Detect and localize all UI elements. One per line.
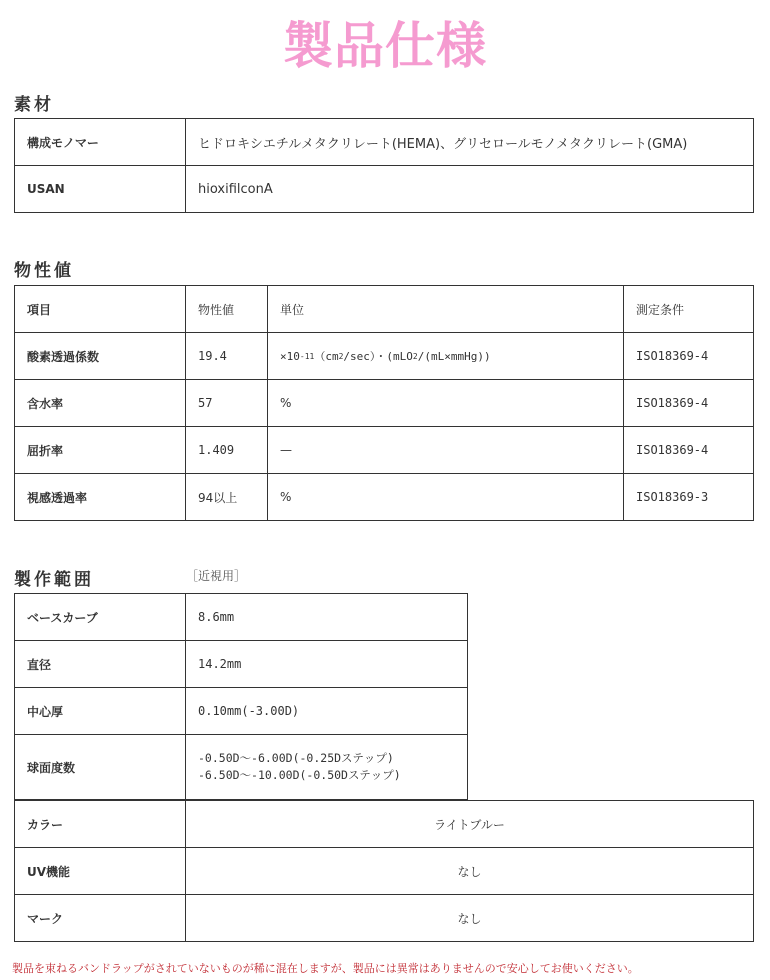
unit-text: /(mL×mmHg)) — [417, 349, 491, 363]
range-value: なし — [185, 895, 753, 941]
property-item: 酸素透過係数 — [27, 349, 100, 364]
range-label: ベースカーブ — [27, 610, 98, 625]
range-row — [14, 688, 468, 735]
unit-text: /sec）・(mLO — [343, 350, 413, 363]
range-label: カラー — [27, 817, 64, 832]
range-label: 直径 — [27, 657, 52, 672]
unit-text: ×10 — [280, 349, 300, 363]
materials-row-monomer — [14, 118, 754, 166]
properties-header-item: 項目 — [27, 302, 52, 317]
page-title: 製品仕様 — [283, 17, 487, 75]
properties-header-row — [14, 285, 754, 333]
property-condition: ISO18369-4 — [623, 380, 753, 426]
range-value: ライトブルー — [185, 801, 753, 847]
property-item: 含水率 — [27, 396, 64, 411]
unit-exponent: 2 — [338, 351, 344, 361]
materials-heading: 素材 — [14, 95, 54, 115]
range-row-wide — [14, 848, 754, 895]
properties-row — [14, 427, 754, 474]
unit-text: （cm — [314, 350, 339, 363]
range-value — [185, 735, 467, 799]
materials-label: 構成モノマー — [27, 135, 99, 150]
range-label: 球面度数 — [27, 760, 76, 775]
property-unit: % — [267, 474, 623, 520]
range-value: なし — [185, 848, 753, 894]
range-value-line: -6.50D～-10.00D(-0.50Dステップ) — [198, 768, 401, 782]
range-value-line: -0.50D～-6.00D(-0.25Dステップ) — [198, 751, 394, 765]
unit-subscript: 2 — [412, 351, 418, 361]
range-heading: 製作範囲 — [14, 570, 94, 590]
range-value: 0.10mm(-3.00D) — [185, 688, 467, 734]
range-row — [14, 641, 468, 688]
properties-row — [14, 333, 754, 380]
property-item: 視感透過率 — [27, 490, 88, 505]
range-label: マーク — [27, 911, 64, 926]
properties-heading: 物性値 — [14, 261, 74, 281]
range-value: 8.6mm — [185, 594, 467, 640]
property-unit: % — [267, 380, 623, 426]
footnote: 製品を束ねるバンドラップがされていないものが稀に混在しますが、製品には異常はありませんので安心してお使いください。 — [12, 962, 639, 975]
property-value: 94以上 — [185, 474, 267, 520]
properties-header-unit: 単位 — [267, 286, 623, 332]
property-value: 1.409 — [185, 427, 267, 473]
range-row-wide — [14, 895, 754, 942]
property-unit: — — [267, 427, 623, 473]
range-row — [14, 735, 468, 800]
range-row-wide — [14, 800, 754, 848]
properties-row — [14, 474, 754, 521]
unit-exponent: -11 — [299, 351, 315, 361]
property-condition: ISO18369-4 — [623, 427, 753, 473]
property-value: 19.4 — [185, 333, 267, 379]
materials-value: ヒドロキシエチルメタクリレート(HEMA)、グリセロールモノメタクリレート(GMA) — [185, 119, 753, 165]
range-value: 14.2mm — [185, 641, 467, 687]
range-note: ［近視用］ — [186, 569, 247, 583]
property-unit — [267, 333, 623, 379]
property-value: 57 — [185, 380, 267, 426]
materials-row-usan — [14, 166, 754, 213]
property-condition: ISO18369-3 — [623, 474, 753, 520]
properties-row — [14, 380, 754, 427]
range-row — [14, 593, 468, 641]
property-item: 屈折率 — [27, 443, 64, 458]
range-label: 中心厚 — [27, 704, 64, 719]
range-label: UV機能 — [27, 864, 71, 879]
properties-header-value: 物性値 — [185, 286, 267, 332]
properties-header-condition: 測定条件 — [623, 286, 753, 332]
materials-label: USAN — [27, 182, 65, 196]
materials-value: hioxifilconA — [185, 166, 753, 212]
property-condition: ISO18369-4 — [623, 333, 753, 379]
